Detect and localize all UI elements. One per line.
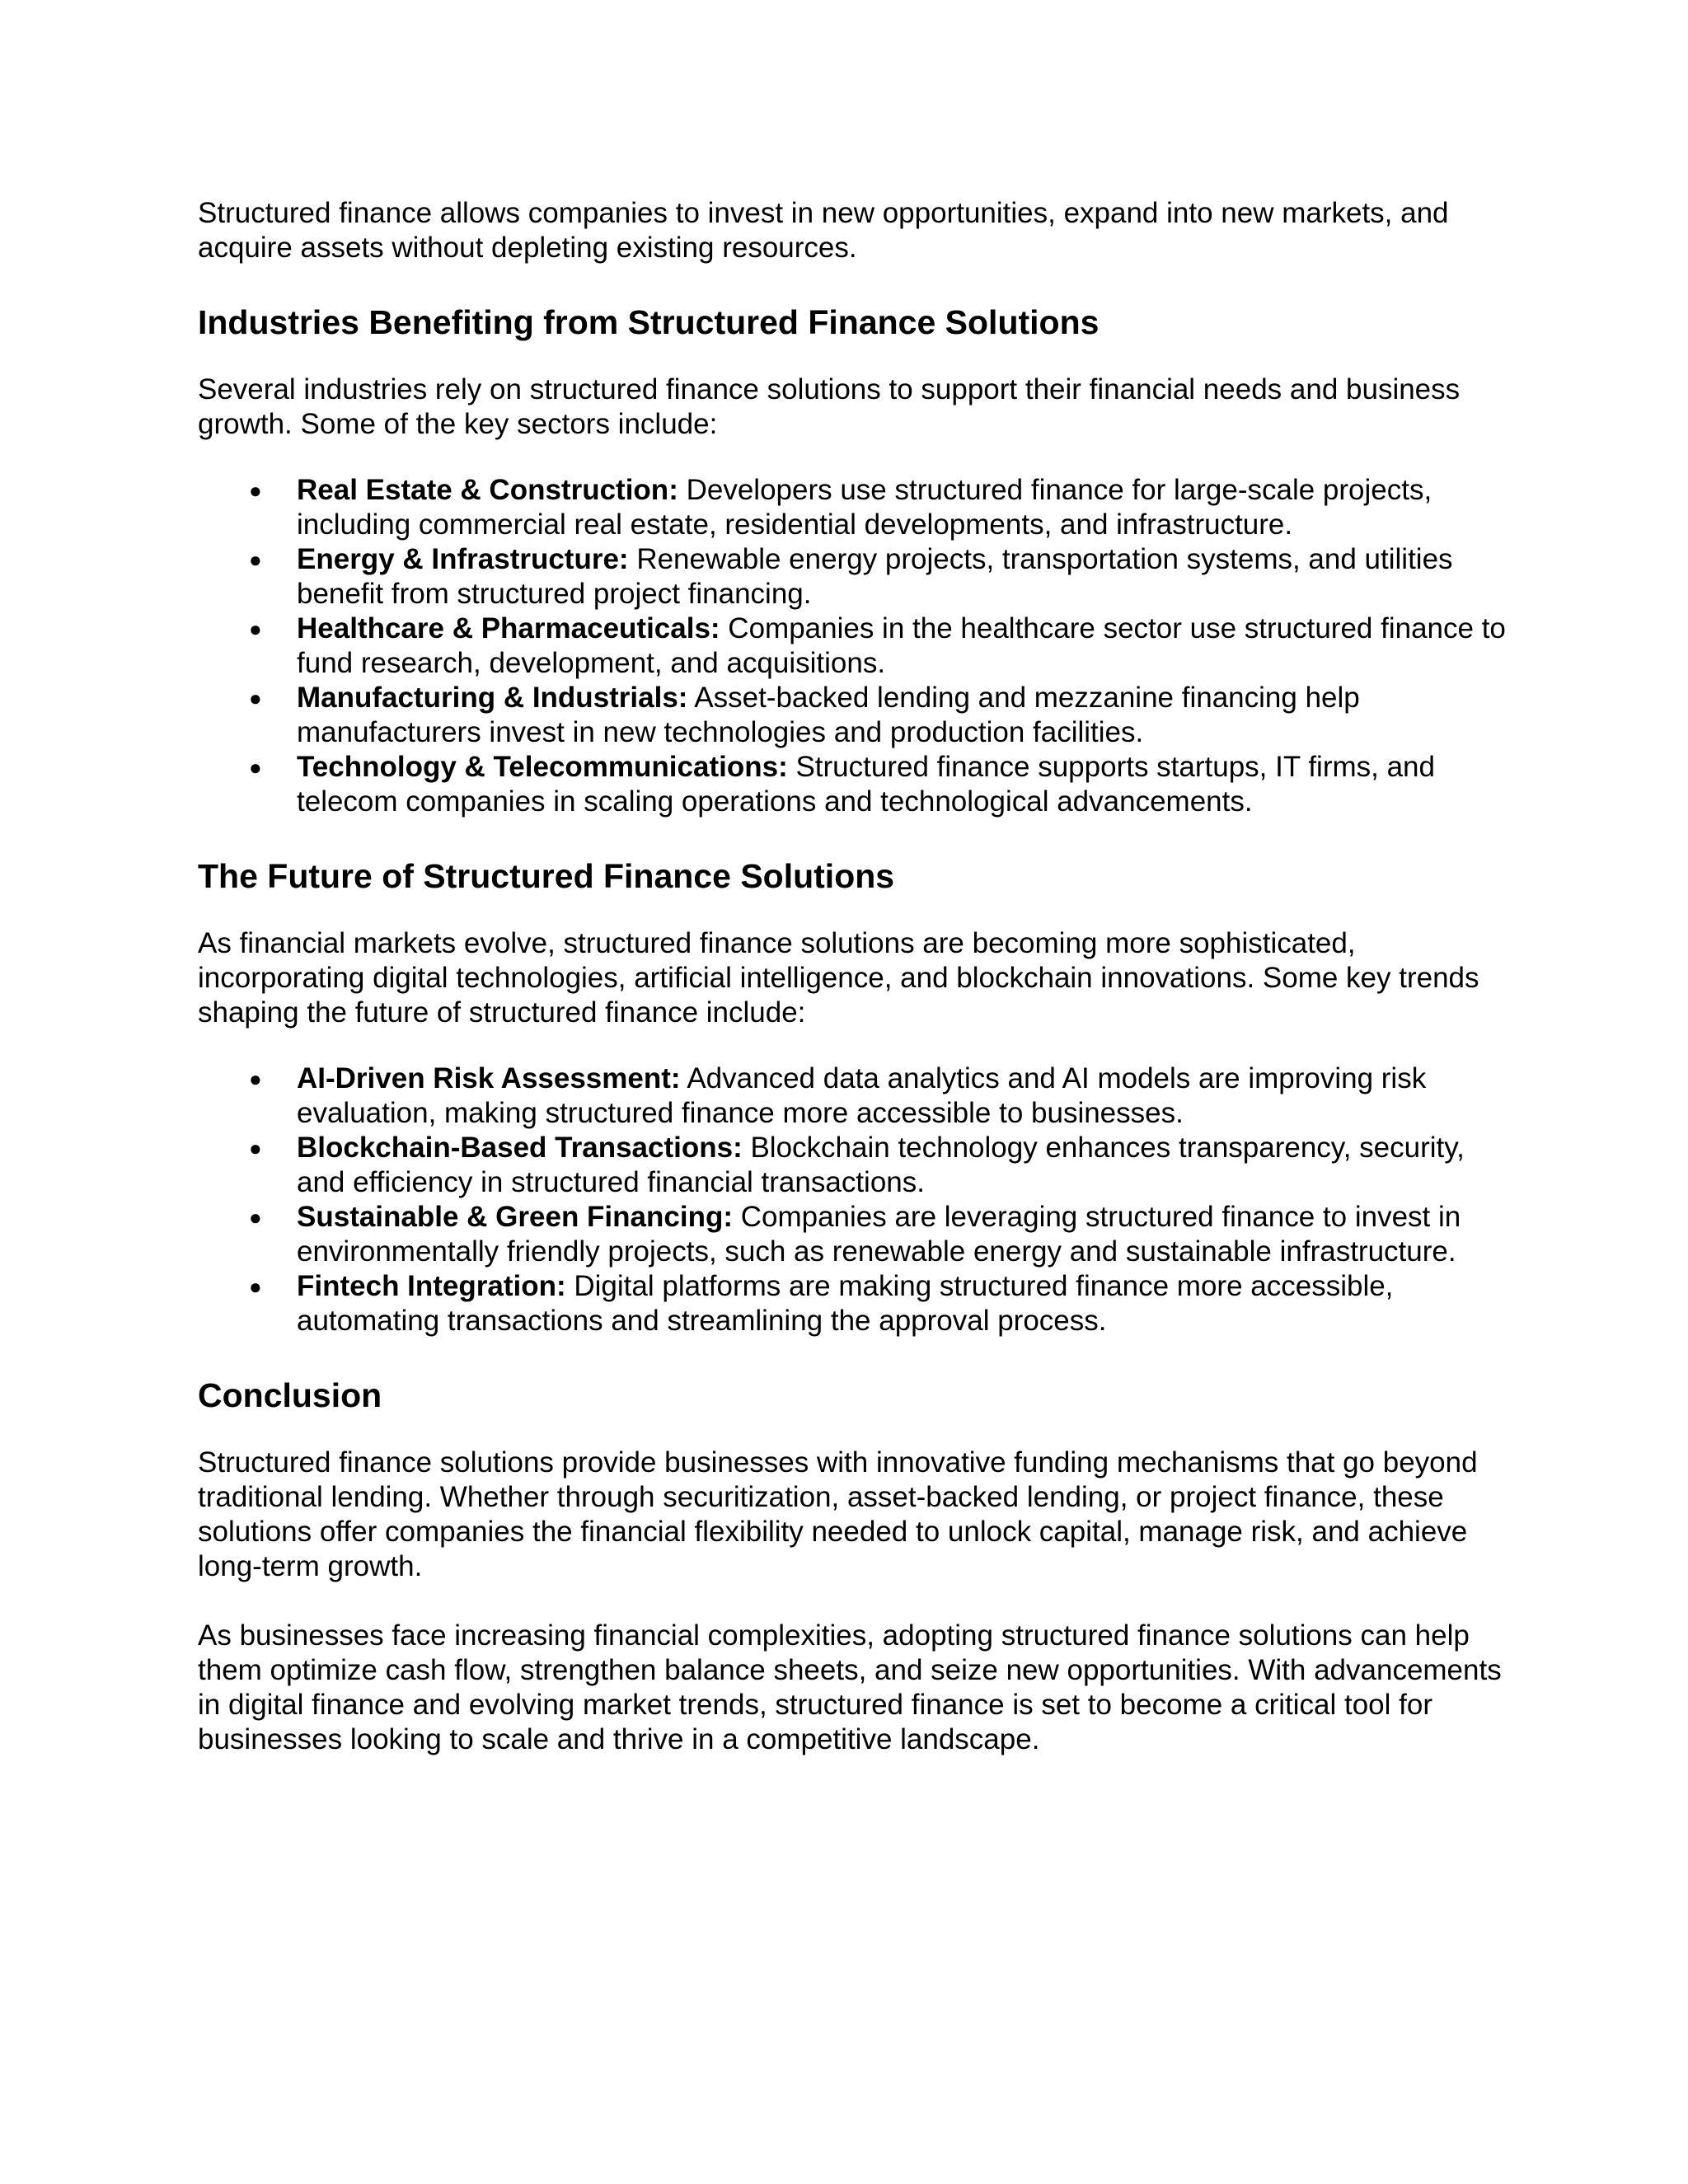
list-item-text: Blockchain technology enhances transparency, security, and efficiency in structured financial transactions.: [297, 1132, 1465, 1198]
heading-future: The Future of Structured Finance Solutions: [198, 857, 895, 895]
future-intro: As financial markets evolve, structured finance solutions are becoming more sophisticated, incorporating digital technologies, artificial intelligence, and blockchain innovations. Some key trends shaping the future of structured finance include:: [198, 927, 1479, 1029]
list-item-title: Real Estate & Construction:: [297, 474, 678, 506]
bullet-icon: ●: [249, 1136, 262, 1160]
list-item-text: Companies are leveraging structured finance to invest in environmentally friendly projects, such as renewable energy and sustainable infrastructure.: [297, 1201, 1461, 1268]
bullet-icon: ●: [249, 478, 262, 503]
list-item: [198, 473, 1508, 542]
heading-conclusion: Conclusion: [198, 1376, 382, 1414]
conclusion-paragraph-2: As businesses face increasing financial complexities, adopting structured finance solutions can help them optimize cash flow, strengthen balance sheets, and seize new opportunities. With advancements in digital finance and evolving market trends, structured finance is set to become a critical tool for businesses looking to scale and thrive in a competitive landscape.: [198, 1619, 1502, 1755]
list-item-text: Developers use structured finance for large-scale projects, including commercial real estate, residential developments, and infrastructure.: [297, 474, 1432, 541]
list-item: [198, 612, 1508, 681]
list-item-title: AI-Driven Risk Assessment:: [297, 1062, 681, 1094]
list-item-title: Energy & Infrastructure:: [297, 543, 629, 575]
list-item-title: Sustainable & Green Financing:: [297, 1201, 733, 1233]
list-item-title: Manufacturing & Industrials:: [297, 682, 688, 714]
list-item-text: Renewable energy projects, transportation systems, and utilities benefit from structured project financing.: [297, 543, 1453, 610]
bullet-icon: ●: [249, 547, 262, 572]
industries-list: [198, 473, 1508, 819]
list-item-title: Fintech Integration:: [297, 1270, 566, 1302]
document-body: [198, 196, 1508, 1757]
bullet-icon: ●: [249, 616, 262, 641]
list-item: [198, 1131, 1508, 1200]
list-item-text: Companies in the healthcare sector use structured finance to fund research, development, and acquisitions.: [297, 612, 1506, 679]
future-trends-list: [198, 1062, 1508, 1338]
list-item-text: Asset-backed lending and mezzanine financing help manufacturers invest in new technologies and production facilities.: [297, 682, 1360, 748]
list-item-title: Blockchain-Based Transactions:: [297, 1132, 743, 1164]
intro-paragraph: Structured finance allows companies to invest in new opportunities, expand into new markets, and acquire assets without depleting existing resources.: [198, 197, 1449, 264]
list-item: [198, 750, 1508, 819]
list-item-text: Advanced data analytics and AI models are improving risk evaluation, making structured finance more accessible to businesses.: [297, 1062, 1427, 1129]
list-item: [198, 1269, 1508, 1338]
list-item: [198, 1200, 1508, 1269]
bullet-icon: ●: [249, 1066, 262, 1091]
heading-industries: Industries Benefiting from Structured Finance Solutions: [198, 303, 1100, 341]
bullet-icon: ●: [249, 1274, 262, 1299]
bullet-icon: ●: [249, 686, 262, 710]
industries-intro: Several industries rely on structured finance solutions to support their financial needs and business growth. Some of the key sectors include:: [198, 373, 1461, 440]
list-item-text: Structured finance supports startups, IT firms, and telecom companies in scaling operations and technological advancements.: [297, 751, 1435, 818]
list-item: [198, 1062, 1508, 1131]
list-item-text: Digital platforms are making structured finance more accessible, automating transactions and streamlining the approval process.: [297, 1270, 1394, 1337]
bullet-icon: ●: [249, 755, 262, 780]
list-item-title: Healthcare & Pharmaceuticals:: [297, 612, 720, 644]
list-item-title: Technology & Telecommunications:: [297, 751, 788, 783]
list-item: [198, 681, 1508, 750]
list-item: [198, 542, 1508, 612]
bullet-icon: ●: [249, 1205, 262, 1230]
conclusion-paragraph-1: Structured finance solutions provide businesses with innovative funding mechanisms that go beyond traditional lending. Whether through securitization, asset-backed lending, or project finance, these solutions offer companies the financial flexibility needed to unlock capital, manage risk, and achieve long-term growth.: [198, 1446, 1478, 1582]
